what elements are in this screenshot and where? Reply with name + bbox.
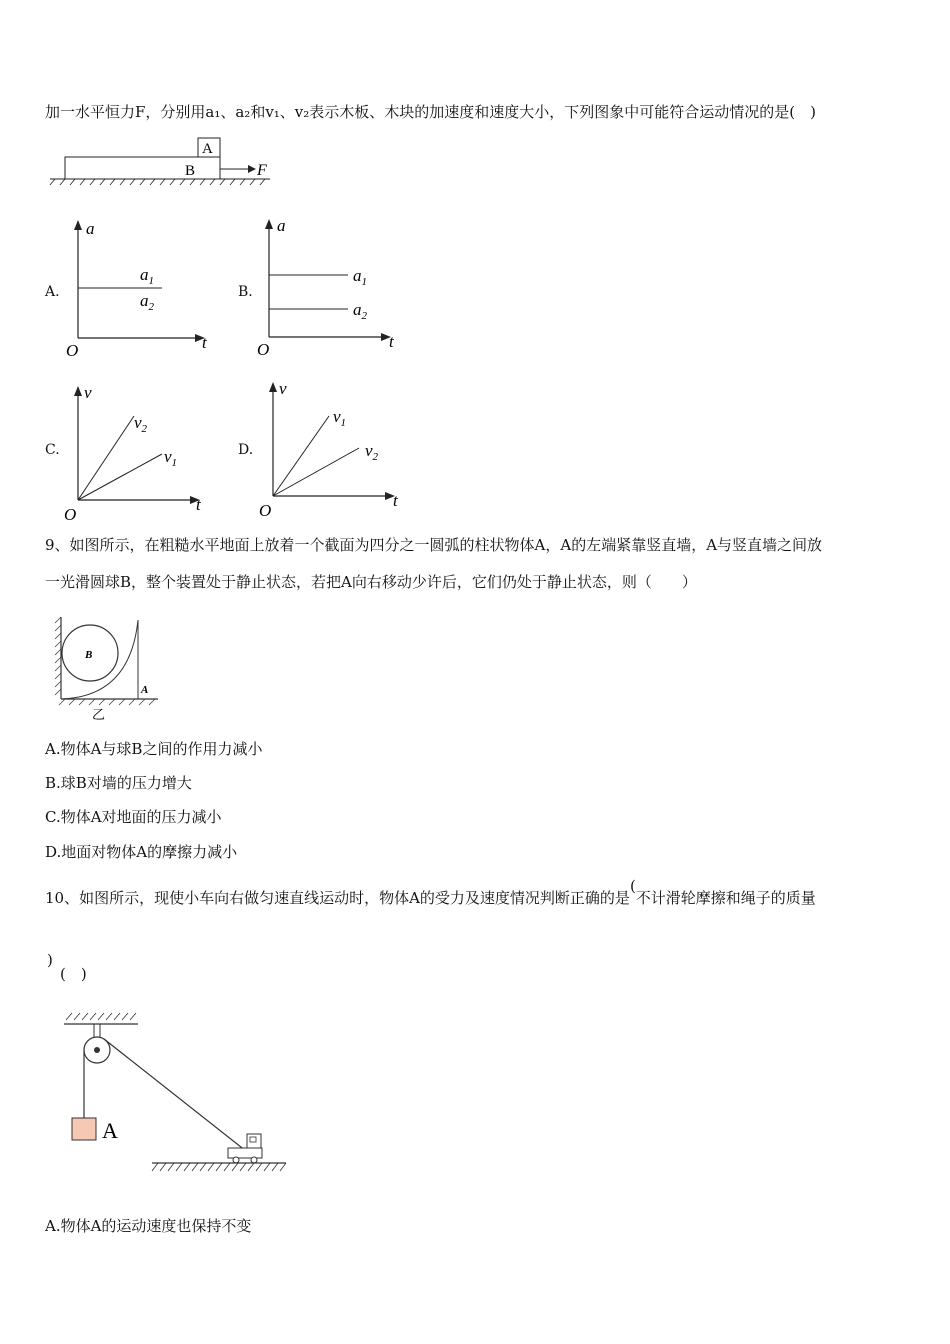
q8-a-x-axis: t [202,333,207,352]
q8-b-origin: O [257,340,270,359]
q8-c-y-axis: v [84,383,92,402]
q9-stem-line2: 一光滑圆球B，整个装置处于静止状态，若把A向右移动少许后，它们仍处于静止状态，则（ ） [45,573,697,591]
q10-block-label: A [102,1118,118,1143]
q9-ball-label: B [85,649,93,661]
q10-stem-line1 [45,877,816,908]
q8-option-b-graph [253,215,413,360]
q8-a-origin: O [66,341,79,360]
q10-choice-blank: ( ) [60,965,87,983]
q9-option-d: D.地面对物体A的摩擦力减小 [45,843,238,861]
q8-board-b-label: B [185,163,196,179]
q8-b-y-axis: a [277,216,286,235]
q8-a-lower-label: $a_2$ [140,291,154,313]
q8-option-c-graph [62,380,222,525]
q8-block-a-label: A [202,141,213,157]
q8-c-origin: O [64,505,77,524]
q9-option-c: C.物体A对地面的压力减小 [45,808,222,826]
q8-d-origin: O [259,501,272,520]
q9-option-b: B.球B对墙的压力增大 [45,774,192,792]
q8-option-d-graph [255,376,415,521]
q8-force-label: F [257,162,267,179]
q8-a-upper-label: $a_1$ [140,265,154,287]
q9-wall-ball-figure [50,615,170,725]
q8-d-y-axis: v [279,379,287,398]
q8-c-upper-label: $v_2$ [134,413,148,435]
q8-option-a-graph [62,218,222,363]
q9-option-a: A.物体A与球B之间的作用力减小 [45,740,263,758]
q8-b-x-axis: t [389,332,394,351]
q9-stem-line1: 9、如图所示，在粗糙水平地面上放着一个截面为四分之一圆弧的柱状物体A，A的左端紧靠竖直墙，A与竖直墙之间放 [45,536,823,554]
q10-option-a: A.物体A的运动速度也保持不变 [45,1217,252,1235]
q10-paren-open: ( [629,877,636,895]
q8-c-lower-label: $v_1$ [164,447,178,469]
q10-stem-tail: 不计滑轮摩擦和绳子的质量 [635,889,816,907]
q8-option-b-label: B. [238,284,253,300]
q8-d-lower-label: $v_2$ [365,441,379,463]
q8-c-x-axis: t [196,495,201,514]
q10-pulley-cart-figure [60,1010,300,1180]
q8-a-y-axis: a [86,219,95,238]
q9-caption: 乙 [92,707,106,722]
q8-option-a-label: A. [45,284,60,300]
q10-stem-main: 10、如图所示，现使小车向右做匀速直线运动时，物体A的受力及速度情况判断正确的是 [45,889,630,907]
q8-d-x-axis: t [393,491,398,510]
q8-option-c-label: C. [45,442,60,458]
q9-body-label: A [141,684,149,696]
q8-board-figure [45,135,285,190]
q8-option-d-label: D. [238,442,254,458]
q8-b-lower-label: $a_2$ [353,300,367,322]
q10-paren-close: ) [47,951,53,969]
q8-b-upper-label: $a_1$ [353,266,367,288]
q8-stem: 加一水平恒力F，分别用a₁、a₂和v₁、v₂表示木板、木块的加速度和速度大小，下列图象中可能符合运动情况的是( ) [45,103,817,121]
q8-d-upper-label: $v_1$ [333,407,347,429]
